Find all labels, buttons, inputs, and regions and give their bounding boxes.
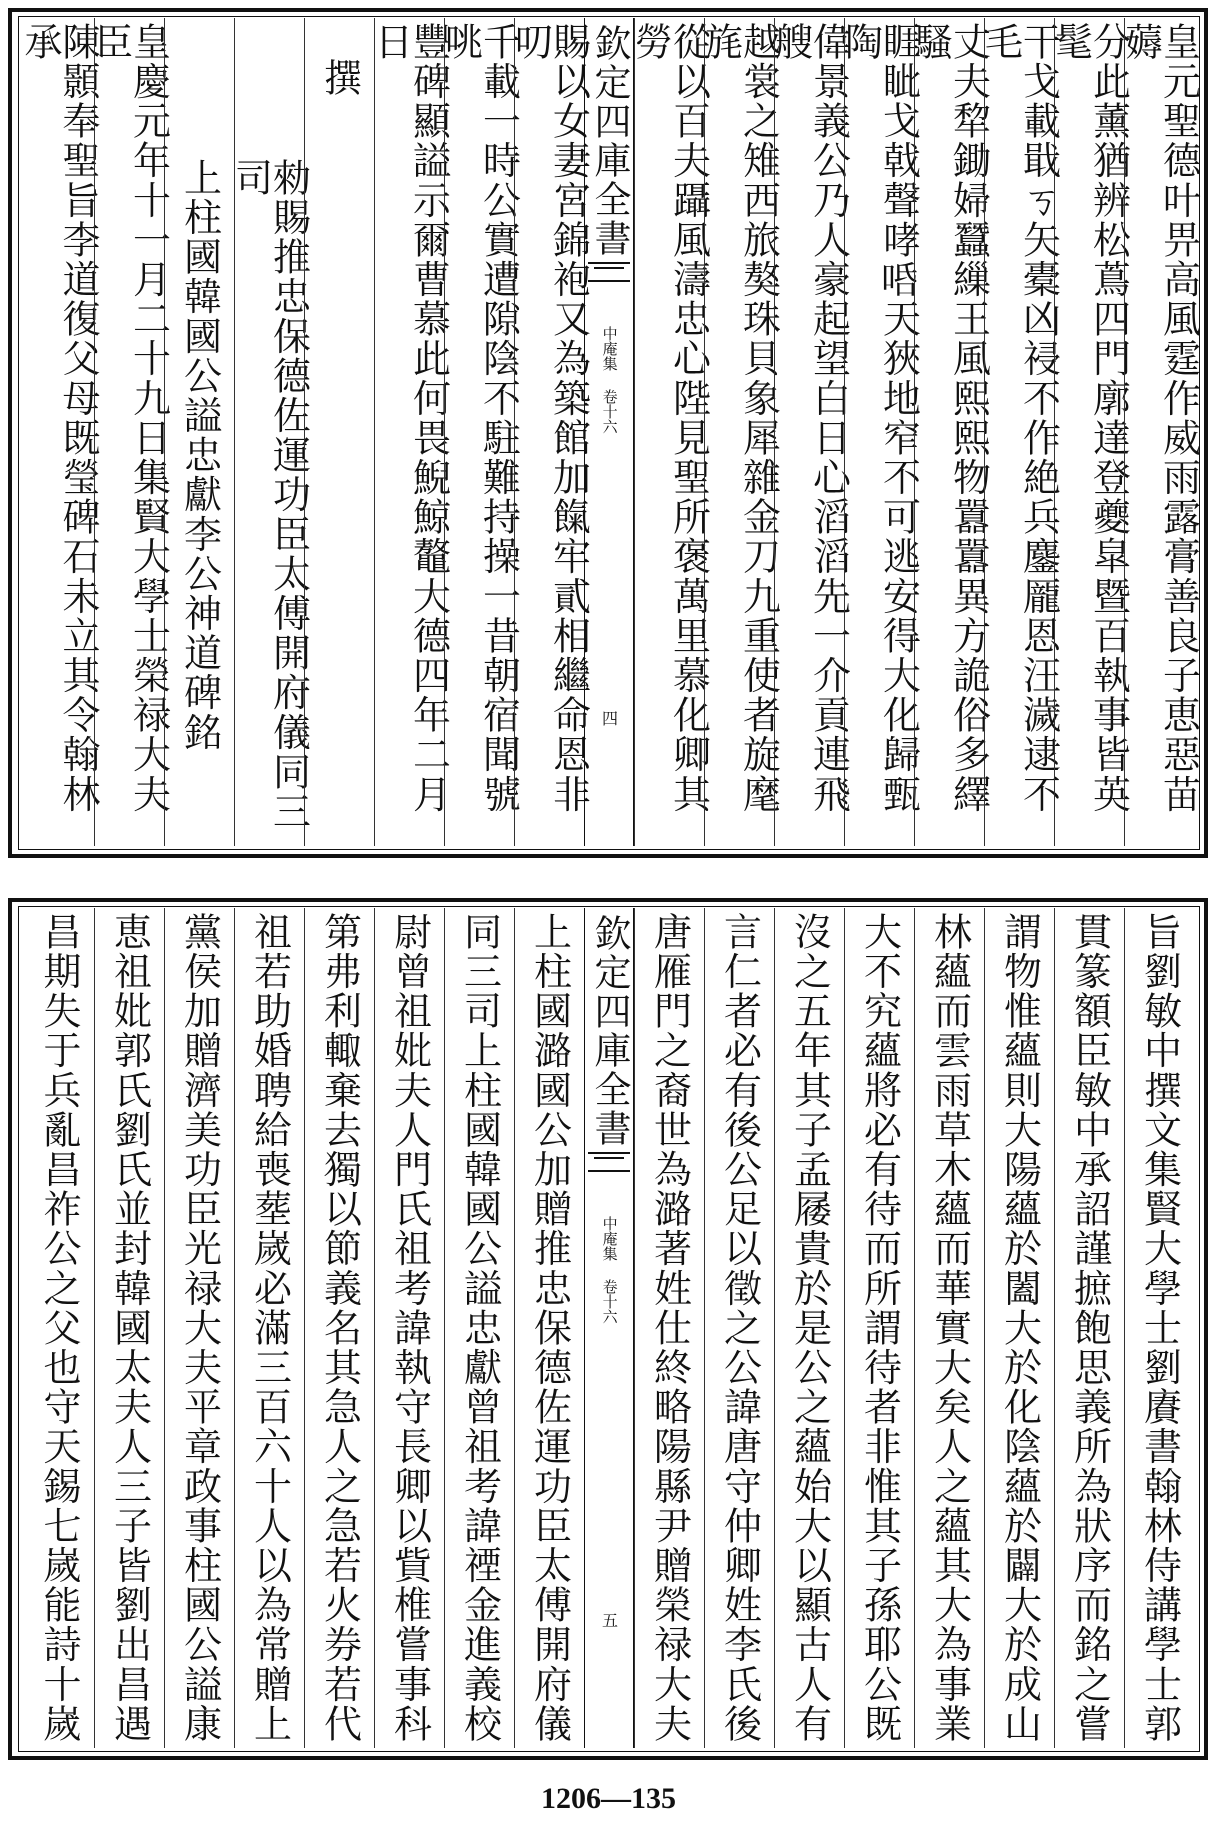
text-column: 陳顥奉聖旨李道復父母既瑩碑石未立其令翰林承	[18, 22, 100, 814]
text-column: 勑賜推忠保德佐運功臣太傅開府儀同三司	[234, 18, 304, 846]
text-column: 言仁者必有後公足以徵之公諱唐守仲卿姓李氏後	[704, 908, 774, 1748]
text-column: 大不究蘊將必有待而所謂待者非惟其子孫耶公既	[844, 908, 914, 1748]
page-number-footer: 1206—135	[541, 1782, 676, 1815]
text-column: 第弗利輙棄去獨以節義名其急人之急若火券若代	[304, 908, 374, 1748]
fishtail-mark	[588, 1152, 630, 1172]
text-column: 黨侯加贈濟美功臣光禄大夫平章政事柱國公謚康	[164, 908, 234, 1748]
text-column: 從以百夫躡風濤忠心陛見聖所褒萬里慕化卿其勞	[634, 18, 704, 846]
text-column: 上柱國韓國公謚忠獻李公神道碑銘	[164, 18, 234, 846]
top-page-columns	[18, 18, 1201, 846]
text-column: 貫篆額臣敏中承詔謹摭飽思義所為狀序而銘之嘗	[1054, 908, 1124, 1748]
text-column: 丈夫犂鋤婦蠶繅王風熙熙物囂囂異方詭俗多繹騷	[914, 18, 984, 846]
bottom-page-banxin	[584, 908, 634, 1748]
text-column: 撰	[304, 18, 374, 846]
bottom-page-columns	[22, 908, 1194, 1748]
banxin-volume: 中庵集 卷十六	[600, 326, 619, 434]
text-column: 祖若助婚聘給喪塟嵗必滿三百六十人以為常贈上	[234, 908, 304, 1748]
text-column: 皇慶元年十一月二十九日集賢大學士榮禄大夫臣	[94, 18, 164, 846]
text-column: 分此薰猶辨松蔦四門廓達登夔皐暨百執事皆英髦	[1054, 18, 1124, 846]
banxin-title: 欽定四庫全書	[588, 914, 631, 1148]
banxin-page-number: 四	[599, 710, 619, 726]
text-column: 皇元聖德叶畀高風霆作威雨露膏善良子恵惡苗薅	[1124, 18, 1194, 846]
text-column: 尉曾祖妣夫人門氏祖考諱執守長卿以貲椎嘗事科	[374, 908, 444, 1748]
banxin-volume: 中庵集 卷十六	[600, 1216, 619, 1324]
top-page-banxin	[584, 18, 634, 846]
bottom-page	[0, 890, 1217, 1770]
text-column: 上柱國潞國公加贈推忠保德佐運功臣太傅開府儀	[514, 908, 584, 1748]
text-column: 偉景義公乃人豪起望白日心滔滔先一介貢連飛艘	[774, 18, 844, 846]
text-column: 睚眦戈戟聲哮𠳂天狹地窄不可逃安得大化歸甄陶	[844, 18, 914, 846]
banxin-title: 欽定四庫全書	[588, 24, 631, 258]
text-column: 旨劉敏中撰文集賢大學士劉賡書翰林侍講學士郭	[1124, 908, 1194, 1748]
text-column: 豐碑顯謚示爾曹慕此何畏鯢鯨鼇大德四年二月日	[374, 18, 444, 846]
text-column: 唐雁門之裔世為潞著姓仕終略陽縣尹贈榮禄大夫	[634, 908, 704, 1748]
text-column: 千載一時公實遭隙陰不駐難持操一昔朝宿聞號咷	[444, 18, 514, 846]
fishtail-mark	[588, 262, 630, 282]
text-column: 謂物惟蘊則大陽蘊於闔大於化陰蘊於闢大於成山	[984, 908, 1054, 1748]
text-column: 恵祖妣郭氏劉氏並封韓國太夫人三子皆劉出昌遇	[94, 908, 164, 1748]
banxin-page-number: 五	[599, 1612, 619, 1628]
text-column: 昌期失于兵亂昌祚公之父也守天錫七嵗能詩十嵗	[37, 912, 81, 1744]
text-column: 賜以女妻宮錦袍又為築館加餼牢貳相繼命恩非叨	[514, 18, 584, 846]
text-column: 同三司上柱國韓國公謚忠獻曾祖考諱禋金進義校	[444, 908, 514, 1748]
text-column: 林蘊而雲雨草木蘊而華實大矣人之蘊其大為事業	[914, 908, 984, 1748]
text-column: 越裳之雉西旅獒珠貝象犀雜金刀九重使者旋麾旄	[704, 18, 774, 846]
top-page	[0, 0, 1217, 870]
text-column: 干戈載戢ㄎ矢橐凶祲不作絶兵鏖龎恩汪濊逮不毛	[984, 18, 1054, 846]
text-column: 沒之五年其子孟㞜貴於是公之蘊始大以顯古人有	[774, 908, 844, 1748]
